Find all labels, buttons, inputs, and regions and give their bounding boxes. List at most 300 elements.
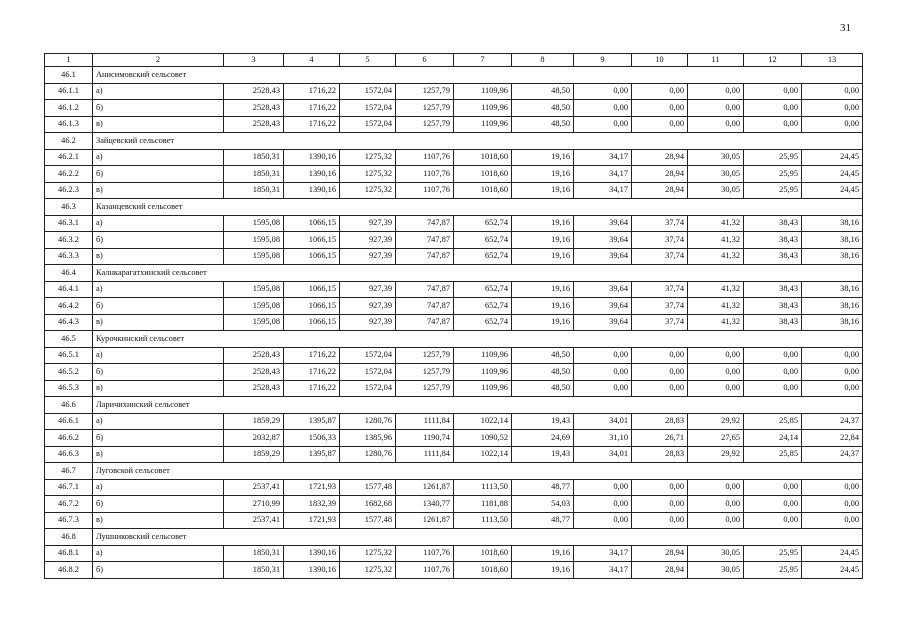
table-row — [45, 545, 863, 562]
table-row — [45, 380, 863, 397]
value-cell: 19,16 — [512, 149, 574, 166]
section-row — [45, 397, 863, 414]
section-code: 46.8 — [45, 529, 93, 546]
section-title: Калнкарагатхинский сельсовет — [93, 265, 863, 282]
column-header: 12 — [744, 54, 802, 67]
row-option: а) — [93, 347, 224, 364]
value-cell: 0,00 — [632, 347, 688, 364]
column-header: 8 — [512, 54, 574, 67]
section-title: Казанцевский сельсовет — [93, 199, 863, 216]
value-cell: 25,95 — [744, 182, 802, 199]
row-option: в) — [93, 446, 224, 463]
value-cell: 1716,22 — [284, 83, 340, 100]
value-cell: 1111,84 — [396, 446, 454, 463]
table-row — [45, 512, 863, 529]
value-cell: 2032,87 — [224, 430, 284, 447]
value-cell: 38,16 — [802, 215, 863, 232]
table-row — [45, 314, 863, 331]
value-cell: 1572,04 — [340, 83, 396, 100]
row-option: б) — [93, 298, 224, 315]
value-cell: 25,95 — [744, 545, 802, 562]
value-cell: 30,05 — [688, 182, 744, 199]
row-option: а) — [93, 83, 224, 100]
value-cell: 19,16 — [512, 314, 574, 331]
value-cell: 25,95 — [744, 562, 802, 579]
column-header: 5 — [340, 54, 396, 67]
value-cell: 1280,76 — [340, 413, 396, 430]
value-cell: 1385,96 — [340, 430, 396, 447]
value-cell: 30,05 — [688, 545, 744, 562]
value-cell: 1850,31 — [224, 562, 284, 579]
table-row — [45, 446, 863, 463]
value-cell: 24,14 — [744, 430, 802, 447]
value-cell: 1066,15 — [284, 314, 340, 331]
value-cell: 41,32 — [688, 281, 744, 298]
value-cell: 0,00 — [744, 83, 802, 100]
value-cell: 0,00 — [574, 479, 632, 496]
value-cell: 652,74 — [454, 281, 512, 298]
value-cell: 2528,43 — [224, 380, 284, 397]
value-cell: 0,00 — [802, 380, 863, 397]
row-code: 46.5.1 — [45, 347, 93, 364]
value-cell: 1716,22 — [284, 380, 340, 397]
section-row — [45, 199, 863, 216]
value-cell: 28,94 — [632, 545, 688, 562]
value-cell: 37,74 — [632, 298, 688, 315]
value-cell: 0,00 — [632, 496, 688, 513]
row-option: б) — [93, 232, 224, 249]
value-cell: 19,43 — [512, 446, 574, 463]
value-cell: 1850,31 — [224, 545, 284, 562]
value-cell: 927,39 — [340, 298, 396, 315]
value-cell: 1109,96 — [454, 380, 512, 397]
value-cell: 37,74 — [632, 215, 688, 232]
value-cell: 0,00 — [574, 380, 632, 397]
value-cell: 0,00 — [744, 479, 802, 496]
section-row — [45, 265, 863, 282]
column-header: 10 — [632, 54, 688, 67]
value-cell: 0,00 — [574, 512, 632, 529]
section-code: 46.3 — [45, 199, 93, 216]
value-cell: 30,05 — [688, 149, 744, 166]
value-cell: 1109,96 — [454, 116, 512, 133]
value-cell: 1107,76 — [396, 545, 454, 562]
value-cell: 1107,76 — [396, 166, 454, 183]
value-cell: 1859,29 — [224, 446, 284, 463]
value-cell: 652,74 — [454, 215, 512, 232]
row-option: а) — [93, 215, 224, 232]
column-header: 7 — [454, 54, 512, 67]
value-cell: 1257,79 — [396, 380, 454, 397]
value-cell: 1066,15 — [284, 215, 340, 232]
value-cell: 1506,33 — [284, 430, 340, 447]
row-option: в) — [93, 116, 224, 133]
value-cell: 19,16 — [512, 182, 574, 199]
value-cell: 927,39 — [340, 215, 396, 232]
value-cell: 0,00 — [802, 512, 863, 529]
value-cell: 28,94 — [632, 149, 688, 166]
value-cell: 2537,41 — [224, 479, 284, 496]
value-cell: 0,00 — [744, 496, 802, 513]
value-cell: 22,84 — [802, 430, 863, 447]
row-code: 46.8.2 — [45, 562, 93, 579]
value-cell: 37,74 — [632, 232, 688, 249]
page-number: 31 — [840, 22, 851, 34]
value-cell: 1850,31 — [224, 182, 284, 199]
value-cell: 0,00 — [574, 100, 632, 117]
value-cell: 41,32 — [688, 298, 744, 315]
table-row — [45, 149, 863, 166]
value-cell: 1090,52 — [454, 430, 512, 447]
value-cell: 1850,31 — [224, 149, 284, 166]
row-code: 46.5.2 — [45, 364, 93, 381]
value-cell: 1595,08 — [224, 298, 284, 315]
value-cell: 28,83 — [632, 413, 688, 430]
row-code: 46.4.1 — [45, 281, 93, 298]
table-row — [45, 413, 863, 430]
value-cell: 652,74 — [454, 298, 512, 315]
value-cell: 1716,22 — [284, 347, 340, 364]
value-cell: 1859,29 — [224, 413, 284, 430]
value-cell: 1257,79 — [396, 364, 454, 381]
value-cell: 652,74 — [454, 314, 512, 331]
value-cell: 1275,32 — [340, 545, 396, 562]
value-cell: 0,00 — [574, 116, 632, 133]
value-cell: 0,00 — [802, 100, 863, 117]
table-row — [45, 562, 863, 579]
value-cell: 24,45 — [802, 182, 863, 199]
row-code: 46.2.1 — [45, 149, 93, 166]
value-cell: 39,64 — [574, 298, 632, 315]
row-option: в) — [93, 512, 224, 529]
value-cell: 38,16 — [802, 281, 863, 298]
table-row — [45, 83, 863, 100]
value-cell: 1577,48 — [340, 479, 396, 496]
value-cell: 38,43 — [744, 298, 802, 315]
value-cell: 1716,22 — [284, 116, 340, 133]
value-cell: 1390,16 — [284, 562, 340, 579]
value-cell: 1275,32 — [340, 149, 396, 166]
value-cell: 1066,15 — [284, 248, 340, 265]
value-cell: 1595,08 — [224, 248, 284, 265]
value-cell: 19,16 — [512, 215, 574, 232]
value-cell: 19,16 — [512, 545, 574, 562]
row-option: а) — [93, 281, 224, 298]
row-option: б) — [93, 430, 224, 447]
value-cell: 1390,16 — [284, 182, 340, 199]
row-code: 46.2.3 — [45, 182, 93, 199]
row-option: б) — [93, 364, 224, 381]
value-cell: 25,95 — [744, 149, 802, 166]
value-cell: 1066,15 — [284, 281, 340, 298]
value-cell: 1109,96 — [454, 83, 512, 100]
table-row — [45, 232, 863, 249]
value-cell: 41,32 — [688, 232, 744, 249]
value-cell: 24,45 — [802, 545, 863, 562]
value-cell: 0,00 — [574, 347, 632, 364]
value-cell: 27,65 — [688, 430, 744, 447]
value-cell: 747,87 — [396, 248, 454, 265]
table-row — [45, 298, 863, 315]
value-cell: 1018,60 — [454, 182, 512, 199]
value-cell: 1018,60 — [454, 545, 512, 562]
value-cell: 1111,84 — [396, 413, 454, 430]
value-cell: 1721,93 — [284, 512, 340, 529]
value-cell: 1257,79 — [396, 116, 454, 133]
value-cell: 39,64 — [574, 248, 632, 265]
value-cell: 48,50 — [512, 347, 574, 364]
value-cell: 2537,41 — [224, 512, 284, 529]
value-cell: 1572,04 — [340, 364, 396, 381]
value-cell: 1113,50 — [454, 479, 512, 496]
row-code: 46.2.2 — [45, 166, 93, 183]
value-cell: 34,17 — [574, 562, 632, 579]
value-cell: 48,77 — [512, 512, 574, 529]
value-cell: 1109,96 — [454, 347, 512, 364]
column-header: 11 — [688, 54, 744, 67]
table-row — [45, 347, 863, 364]
value-cell: 1275,32 — [340, 166, 396, 183]
value-cell: 1572,04 — [340, 116, 396, 133]
column-header: 2 — [93, 54, 224, 67]
row-option: а) — [93, 479, 224, 496]
value-cell: 1716,22 — [284, 364, 340, 381]
table-row — [45, 248, 863, 265]
value-cell: 1261,87 — [396, 479, 454, 496]
row-code: 46.7.3 — [45, 512, 93, 529]
value-cell: 0,00 — [688, 116, 744, 133]
section-title: Лушниковский сельсовет — [93, 529, 863, 546]
value-cell: 652,74 — [454, 248, 512, 265]
value-cell: 0,00 — [688, 496, 744, 513]
value-cell: 1109,96 — [454, 100, 512, 117]
value-cell: 927,39 — [340, 232, 396, 249]
row-code: 46.6.2 — [45, 430, 93, 447]
value-cell: 39,64 — [574, 215, 632, 232]
value-cell: 1113,50 — [454, 512, 512, 529]
value-cell: 0,00 — [744, 364, 802, 381]
value-cell: 0,00 — [632, 100, 688, 117]
value-cell: 0,00 — [744, 116, 802, 133]
row-code: 46.3.1 — [45, 215, 93, 232]
value-cell: 24,69 — [512, 430, 574, 447]
value-cell: 0,00 — [688, 364, 744, 381]
section-code: 46.7 — [45, 463, 93, 480]
value-cell: 24,37 — [802, 446, 863, 463]
section-title: Зайцевский сельсовет — [93, 133, 863, 150]
value-cell: 38,43 — [744, 314, 802, 331]
row-code: 46.8.1 — [45, 545, 93, 562]
value-cell: 1340,77 — [396, 496, 454, 513]
value-cell: 37,74 — [632, 281, 688, 298]
section-row — [45, 331, 863, 348]
value-cell: 0,00 — [632, 380, 688, 397]
value-cell: 1832,39 — [284, 496, 340, 513]
value-cell: 0,00 — [574, 83, 632, 100]
value-cell: 0,00 — [802, 364, 863, 381]
value-cell: 1018,60 — [454, 149, 512, 166]
value-cell: 29,92 — [688, 446, 744, 463]
row-option: б) — [93, 562, 224, 579]
row-code: 46.3.2 — [45, 232, 93, 249]
value-cell: 28,94 — [632, 166, 688, 183]
table-row — [45, 281, 863, 298]
value-cell: 0,00 — [632, 83, 688, 100]
value-cell: 39,64 — [574, 232, 632, 249]
value-cell: 24,37 — [802, 413, 863, 430]
section-title: Анисимовский сельсовет — [93, 67, 863, 84]
value-cell: 28,94 — [632, 562, 688, 579]
value-cell: 927,39 — [340, 314, 396, 331]
value-cell: 1850,31 — [224, 166, 284, 183]
table-row — [45, 215, 863, 232]
column-header: 13 — [802, 54, 863, 67]
row-option: в) — [93, 182, 224, 199]
value-cell: 48,50 — [512, 364, 574, 381]
value-cell: 1572,04 — [340, 100, 396, 117]
row-option: б) — [93, 166, 224, 183]
value-cell: 2528,43 — [224, 116, 284, 133]
value-cell: 0,00 — [688, 83, 744, 100]
value-cell: 2528,43 — [224, 83, 284, 100]
value-cell: 1595,08 — [224, 281, 284, 298]
column-header: 4 — [284, 54, 340, 67]
value-cell: 41,32 — [688, 248, 744, 265]
value-cell: 1595,08 — [224, 232, 284, 249]
row-code: 46.4.2 — [45, 298, 93, 315]
value-cell: 38,43 — [744, 281, 802, 298]
value-cell: 0,00 — [802, 83, 863, 100]
value-cell: 2710,99 — [224, 496, 284, 513]
value-cell: 0,00 — [688, 512, 744, 529]
section-title: Ларичихинский сельсовет — [93, 397, 863, 414]
value-cell: 1595,08 — [224, 215, 284, 232]
section-code: 46.2 — [45, 133, 93, 150]
value-cell: 48,77 — [512, 479, 574, 496]
value-cell: 19,16 — [512, 562, 574, 579]
value-cell: 927,39 — [340, 281, 396, 298]
section-code: 46.1 — [45, 67, 93, 84]
value-cell: 1275,32 — [340, 182, 396, 199]
row-code: 46.7.1 — [45, 479, 93, 496]
value-cell: 0,00 — [574, 364, 632, 381]
row-option: а) — [93, 545, 224, 562]
row-option: а) — [93, 149, 224, 166]
value-cell: 0,00 — [744, 512, 802, 529]
row-code: 46.1.1 — [45, 83, 93, 100]
row-code: 46.7.2 — [45, 496, 93, 513]
value-cell: 1022,14 — [454, 413, 512, 430]
value-cell: 0,00 — [632, 512, 688, 529]
tariff-table — [44, 53, 863, 579]
column-header: 1 — [45, 54, 93, 67]
column-header: 3 — [224, 54, 284, 67]
value-cell: 0,00 — [688, 479, 744, 496]
value-cell: 37,74 — [632, 248, 688, 265]
value-cell: 0,00 — [632, 364, 688, 381]
value-cell: 19,16 — [512, 248, 574, 265]
table-row — [45, 116, 863, 133]
row-code: 46.3.3 — [45, 248, 93, 265]
row-code: 46.6.3 — [45, 446, 93, 463]
value-cell: 19,16 — [512, 232, 574, 249]
value-cell: 747,87 — [396, 314, 454, 331]
value-cell: 34,01 — [574, 446, 632, 463]
value-cell: 1107,76 — [396, 149, 454, 166]
column-number-row — [45, 54, 863, 67]
value-cell: 2528,43 — [224, 364, 284, 381]
value-cell: 41,32 — [688, 314, 744, 331]
table-row — [45, 166, 863, 183]
row-option: б) — [93, 496, 224, 513]
table-row — [45, 364, 863, 381]
value-cell: 1721,93 — [284, 479, 340, 496]
value-cell: 1595,08 — [224, 314, 284, 331]
value-cell: 1181,88 — [454, 496, 512, 513]
value-cell: 1390,16 — [284, 545, 340, 562]
value-cell: 34,17 — [574, 545, 632, 562]
row-option: в) — [93, 380, 224, 397]
row-option: б) — [93, 100, 224, 117]
value-cell: 1107,76 — [396, 562, 454, 579]
value-cell: 25,95 — [744, 166, 802, 183]
value-cell: 48,50 — [512, 116, 574, 133]
value-cell: 0,00 — [632, 479, 688, 496]
value-cell: 1572,04 — [340, 380, 396, 397]
value-cell: 1257,79 — [396, 100, 454, 117]
value-cell: 747,87 — [396, 298, 454, 315]
value-cell: 37,74 — [632, 314, 688, 331]
value-cell: 927,39 — [340, 248, 396, 265]
value-cell: 1390,16 — [284, 166, 340, 183]
section-code: 46.5 — [45, 331, 93, 348]
row-code: 46.1.2 — [45, 100, 93, 117]
row-option: в) — [93, 314, 224, 331]
section-title: Курочкинский сельсовет — [93, 331, 863, 348]
value-cell: 1018,60 — [454, 562, 512, 579]
value-cell: 30,05 — [688, 562, 744, 579]
value-cell: 19,16 — [512, 281, 574, 298]
value-cell: 48,50 — [512, 100, 574, 117]
value-cell: 28,83 — [632, 446, 688, 463]
value-cell: 38,43 — [744, 215, 802, 232]
section-code: 46.4 — [45, 265, 93, 282]
section-code: 46.6 — [45, 397, 93, 414]
table-row — [45, 479, 863, 496]
value-cell: 1107,76 — [396, 182, 454, 199]
value-cell: 2528,43 — [224, 347, 284, 364]
table-row — [45, 496, 863, 513]
value-cell: 24,45 — [802, 166, 863, 183]
value-cell: 19,16 — [512, 298, 574, 315]
section-row — [45, 529, 863, 546]
value-cell: 25,85 — [744, 413, 802, 430]
value-cell: 0,00 — [574, 496, 632, 513]
value-cell: 0,00 — [802, 479, 863, 496]
value-cell: 34,17 — [574, 166, 632, 183]
row-code: 46.1.3 — [45, 116, 93, 133]
value-cell: 0,00 — [802, 347, 863, 364]
value-cell: 29,92 — [688, 413, 744, 430]
value-cell: 1682,68 — [340, 496, 396, 513]
value-cell: 31,10 — [574, 430, 632, 447]
value-cell: 38,16 — [802, 298, 863, 315]
value-cell: 54,03 — [512, 496, 574, 513]
value-cell: 34,17 — [574, 182, 632, 199]
row-code: 46.5.3 — [45, 380, 93, 397]
column-header: 9 — [574, 54, 632, 67]
value-cell: 41,32 — [688, 215, 744, 232]
